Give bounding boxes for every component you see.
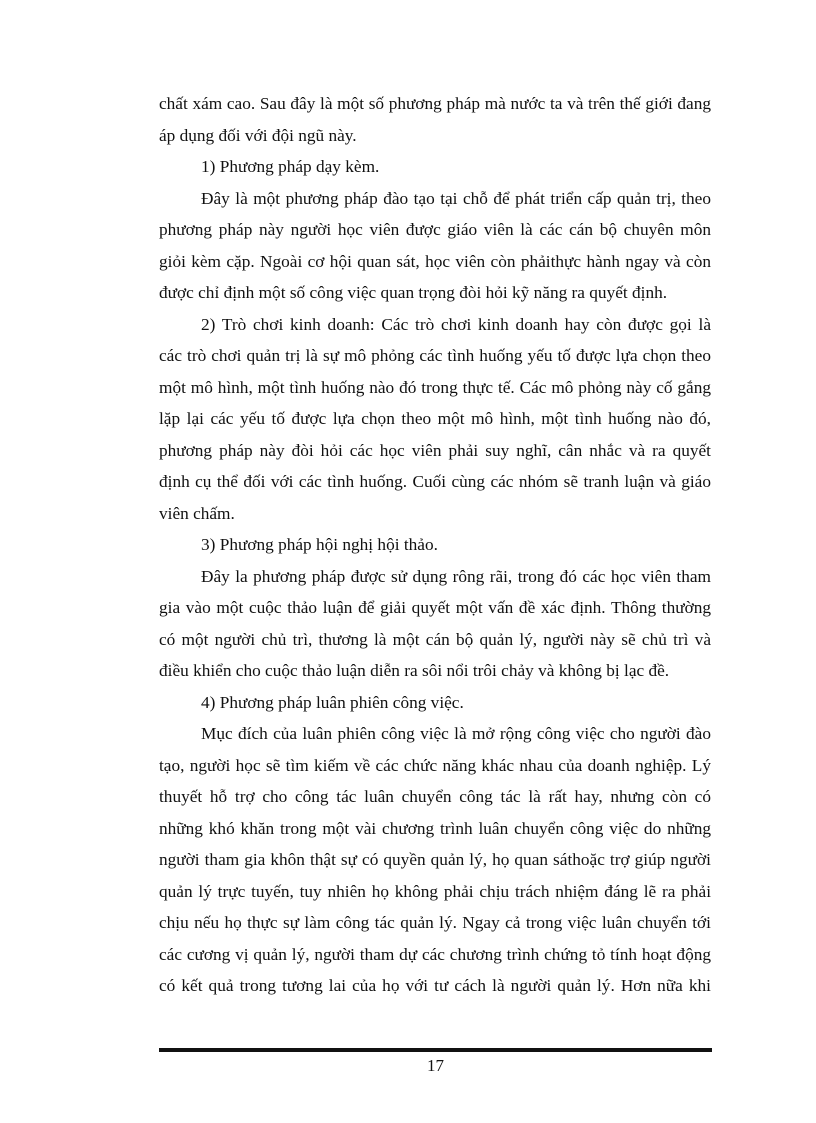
text-line: được chỉ định một số công việc quan trọng đòi hỏi kỹ năng ra quyết định. bbox=[159, 283, 668, 302]
section-heading-4: 4) Phương pháp luân phiên công việc. bbox=[201, 692, 464, 712]
section-heading-3: 3) Phương pháp hội nghị hội thảo. bbox=[201, 535, 438, 554]
text-line: Đây là một phương pháp đào tạo tại chỗ để phát triển cấp quản trị, theo bbox=[201, 188, 711, 208]
footer-divider bbox=[159, 1048, 712, 1052]
text-line: có kết quả trong tương lai của họ với tư cách là người quản lý. Hơn nữa khi bbox=[159, 976, 711, 995]
section-heading-2: 2) Trò chơi kinh doanh: Các trò chơi kinh doanh hay còn được gọi là bbox=[201, 314, 711, 334]
text-line: chịu nếu họ thực sự làm công tác quản lý. Ngay cả trong việc luân chuyển tới bbox=[159, 913, 711, 932]
text-line: phương pháp này đòi hỏi các học viên phải suy nghĩ, cân nhắc và ra quyết bbox=[159, 440, 711, 460]
text-line: thuyết hỗ trợ cho công tác luân chuyển công tác là rất hay, nhưng còn có bbox=[159, 787, 711, 806]
text-line: Đây la phương pháp được sử dụng rông rãi, trong đó các học viên tham bbox=[201, 566, 711, 586]
text-line: điều khiển cho cuộc thảo luận diễn ra sôi nổi trôi chảy và không bị lạc đề. bbox=[159, 661, 670, 680]
text-line: giỏi kèm cặp. Ngoài cơ hội quan sát, học viên còn phảithực hành ngay và còn bbox=[159, 251, 711, 271]
text-line: người tham gia khôn thật sự có quyền quản lý, họ quan sáthoặc trợ giúp người bbox=[159, 850, 711, 869]
text-line: các trò chơi quản trị là sự mô phỏng các tình huống yếu tố được lựa chọn theo bbox=[159, 346, 711, 365]
text-line: tạo, người học sẽ tìm kiếm về các chức năng khác nhau của doanh nghiệp. Lý bbox=[159, 755, 711, 775]
text-line: lặp lại các yếu tố được lựa chọn theo một mô hình, một tình huống nào đó, bbox=[159, 409, 711, 428]
text-line: định cụ thể đối với các tình huống. Cuối cùng các nhóm sẽ tranh luận và giáo bbox=[159, 472, 711, 491]
body-text bbox=[159, 88, 711, 1002]
text-line: áp dụng đối với đội ngũ này. bbox=[159, 125, 357, 145]
text-line: phương pháp này người học viên được giáo viên là các cán bộ chuyên môn bbox=[159, 220, 711, 239]
text-line: có một người chủ trì, thương là một cán bộ quản lý, người này sẽ chủ trì và bbox=[159, 629, 711, 649]
text-line: viên chấm. bbox=[159, 503, 235, 523]
text-line: một mô hình, một tình huống nào đó trong thực tế. Các mô phỏng này cố gắng bbox=[159, 377, 711, 397]
text-line: chất xám cao. Sau đây là một số phương pháp mà nước ta và trên thế giới đang bbox=[159, 94, 711, 113]
section-heading-1: 1) Phương pháp dạy kèm. bbox=[201, 157, 380, 176]
page-number: 17 bbox=[427, 1056, 444, 1075]
text-line: Mục đích của luân phiên công việc là mở rộng công việc cho người đào bbox=[201, 724, 711, 743]
text-line: quản lý trực tuyến, tuy nhiên họ không phải chịu trách nhiệm đáng lẽ ra phải bbox=[159, 881, 711, 901]
text-line: gia vào một cuộc thảo luận để giải quyết một vấn đề xác định. Thông thường bbox=[159, 598, 711, 617]
text-line: những khó khăn trong một vài chương trình luân chuyển công việc do những bbox=[159, 818, 711, 838]
text-line: các cương vị quản lý, người tham dự các chương trình chứng tỏ tính hoạt động bbox=[159, 944, 711, 964]
